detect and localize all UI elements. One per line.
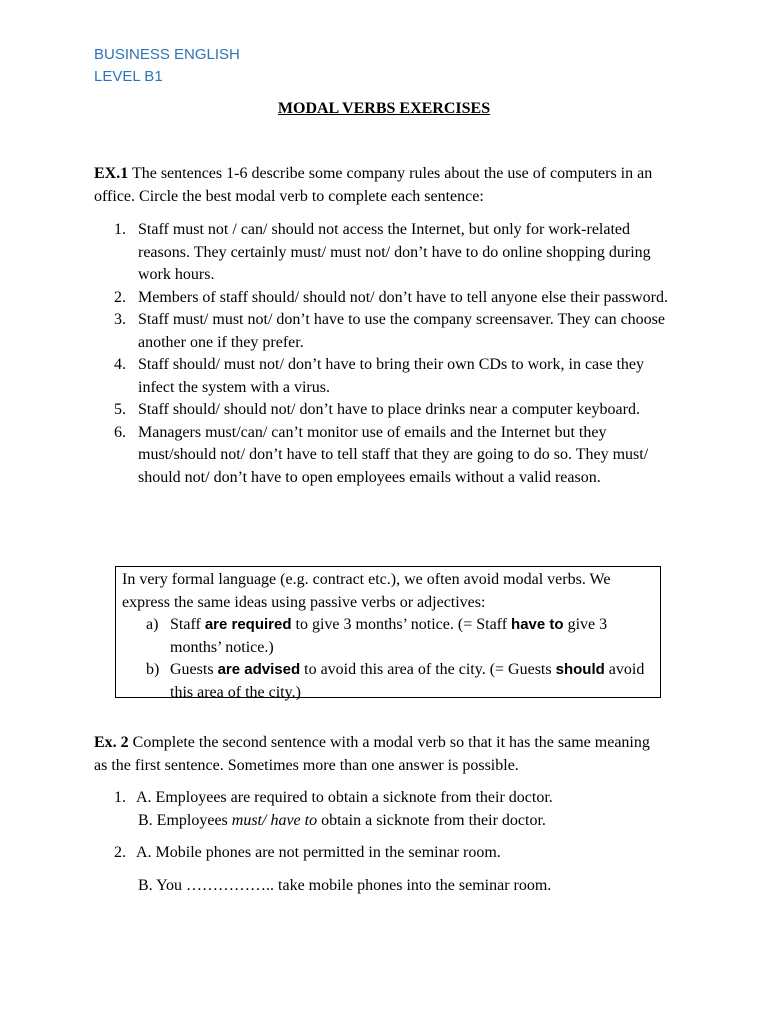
- ex2-instructions: [94, 732, 654, 777]
- note-example-b: b) Guests are advised to avoid this area of the city. (= Guests should avoid this area of the city.): [146, 661, 645, 701]
- formal-language-note: [115, 566, 661, 701]
- list-item: 1. Staff must not / can/ should not access the Internet, but only for work-related reasons. They certainly must/ must not/ don’t have to do online shopping during work hours.: [114, 221, 651, 283]
- ex1-intro: The sentences 1-6 describe some company rules about the use of computers in an office. Circle the best modal verb to complete each sentence:: [94, 165, 653, 205]
- ex2-label: Ex. 2: [94, 734, 129, 751]
- ex2-item-2: 2. A. Mobile phones are not permitted in the seminar room. B. You …………….. take mobile phones into the seminar room.: [114, 844, 552, 894]
- note-intro: In very formal language (e.g. contract etc.), we often avoid modal verbs. We express the same ideas using passive verbs or adjectives:: [122, 571, 611, 611]
- list-item: 2. Members of staff should/ should not/ don’t have to tell anyone else their password.: [114, 288, 668, 306]
- ex1-instructions: [94, 163, 654, 208]
- list-item: 3. Staff must/ must not/ don’t have to use the company screensaver. They can choose another one if they prefer.: [114, 311, 665, 351]
- page-title: MODAL VERBS EXERCISES: [277, 100, 491, 117]
- course-name: BUSINESS ENGLISH: [94, 46, 240, 63]
- list-item: 6. Managers must/can/ can’t monitor use of emails and the Internet but they must/should not/ don’t have to tell staff that they are going to do so. They must/ should not/ don’t have to open employees emails without a valid reason.: [114, 423, 649, 486]
- list-item: 5. Staff should/ should not/ don’t have to place drinks near a computer keyboard.: [114, 401, 640, 418]
- ex1-list: [94, 219, 684, 489]
- list-item: 4. Staff should/ must not/ don’t have to bring their own CDs to work, in case they infect the system with a virus.: [114, 356, 645, 396]
- ex2-intro: Complete the second sentence with a modal verb so that it has the same meaning as the first sentence. Sometimes more than one answer is possible.: [94, 734, 650, 774]
- ex1-label: EX.1: [94, 165, 129, 182]
- document-header: [94, 44, 240, 88]
- note-example-a: a) Staff are required to give 3 months’ notice. (= Staff have to give 3 months’ notice.): [146, 616, 608, 656]
- ex2-item-1: 1. A. Employees are required to obtain a sicknote from their doctor. B. Employees must/ have to obtain a sicknote from their doctor.: [114, 789, 553, 829]
- course-level: LEVEL B1: [94, 68, 163, 85]
